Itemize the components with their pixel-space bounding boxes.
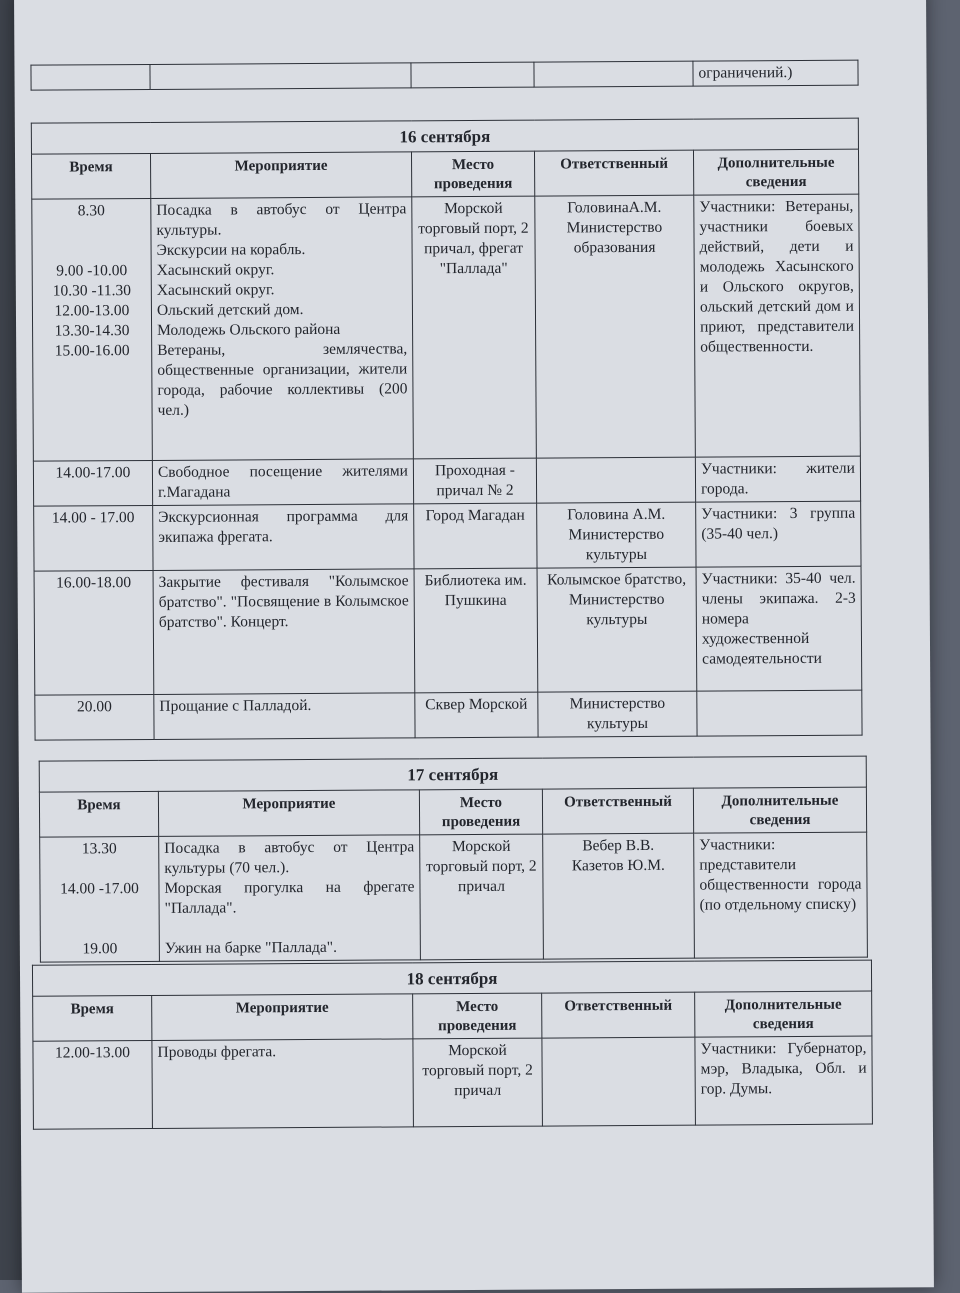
time-value: 14.00 -17.00	[60, 880, 139, 898]
event-cell: Прощание с Палладой.	[154, 693, 415, 740]
header-time: Время	[39, 791, 158, 837]
header-time: Время	[31, 153, 150, 199]
header-row	[33, 991, 872, 1041]
time-cell	[34, 505, 153, 571]
header-info: Дополнительные сведения	[695, 991, 872, 1037]
event-cell: Экскурсионная программа для экипажа фрегата.	[153, 504, 414, 571]
place-cell: Морской торговый порт, 2 причал	[420, 834, 544, 960]
time-value	[45, 859, 153, 880]
table-cell	[31, 64, 150, 90]
schedule-table-day-3	[32, 960, 873, 1130]
event-cell: Свободное посещение жителями г.Магадана	[152, 459, 413, 506]
time-value	[37, 221, 145, 242]
time-value	[46, 919, 154, 940]
info-cell: Участники: представители общественности города (по отдельному списку)	[694, 832, 868, 958]
time-value: 16.00-18.00	[56, 574, 132, 592]
header-responsible: Ответственный	[542, 788, 693, 834]
info-cell: Участники: 35-40 чел. члены экипажа. 2-3 номера художественной самодеятельности	[696, 566, 862, 691]
info-cell: Участники: Губернатор, мэр, Владыка, Обл. и гор. Думы.	[695, 1036, 873, 1125]
schedule-table-day-1	[31, 118, 863, 741]
header-info: Дополнительные сведения	[693, 149, 858, 195]
event-cell: Проводы фрегата.	[152, 1039, 414, 1129]
table-cell	[150, 63, 411, 90]
header-info: Дополнительные сведения	[693, 787, 866, 833]
day-title: 18 сентября	[32, 960, 871, 996]
info-cell: Участники: 3 группа (35-40 чел.)	[696, 501, 861, 567]
place-cell: Библиотека им. Пушкина	[414, 568, 538, 693]
responsible-cell: Головина А.М. Министерство культуры	[537, 502, 696, 568]
place-cell: Морской торговый порт, 2 причал	[413, 1038, 543, 1127]
table-row	[33, 1036, 873, 1129]
previous-table-fragment	[30, 60, 858, 91]
time-value: 14.00 - 17.00	[51, 509, 135, 527]
place-cell: Сквер Морской	[415, 692, 538, 738]
time-value: 14.00-17.00	[55, 464, 131, 482]
day-title: 16 сентября	[31, 118, 858, 154]
responsible-cell: Колымское братство, Министерство культуры	[537, 567, 697, 692]
info-cell: Участники: Ветераны, участники боевых действий, дети и молодежь Хасынского и Ольского округов, ольский детский дом и приют, представители общественности.	[694, 194, 861, 457]
header-place: Место проведения	[411, 151, 534, 197]
time-value: 20.00	[76, 698, 112, 716]
header-place: Место проведения	[413, 993, 542, 1039]
time-value: 15.00-16.00	[54, 342, 130, 360]
info-cell	[697, 690, 862, 736]
header-row	[39, 787, 866, 837]
header-responsible: Ответственный	[542, 992, 695, 1038]
header-event: Мероприятие	[150, 152, 411, 199]
responsible-cell	[542, 1037, 696, 1126]
time-cell	[32, 198, 153, 461]
table-row	[34, 566, 862, 695]
table-cell	[534, 61, 693, 87]
responsible-cell: Вебер В.В. Казетов Ю.М.	[543, 833, 695, 959]
time-value: 13.30-14.30	[54, 322, 130, 340]
time-cell	[35, 694, 154, 740]
time-value: 12.00-13.00	[54, 1044, 130, 1062]
table-cell	[411, 62, 534, 88]
time-value: 13.30	[81, 840, 117, 858]
table-row	[34, 501, 861, 571]
responsible-cell: ГоловинаА.М. Министерство образования	[535, 195, 696, 458]
time-value: 9.00 -10.00	[56, 262, 128, 280]
event-cell: Посадка в автобус от Центра культуры (70 чел.). Морская прогулка на фрегате "Паллада". Ужин на барке "Паллада".	[159, 835, 421, 962]
header-time: Время	[33, 995, 152, 1041]
place-cell: Морской торговый порт, 2 причал, фрегат "Паллада"	[412, 196, 537, 459]
table-row	[31, 60, 858, 90]
time-cell	[40, 836, 160, 962]
time-value: 8.30	[77, 202, 105, 220]
table-row	[40, 832, 868, 962]
table-row	[33, 456, 860, 506]
header-event: Мероприятие	[158, 790, 419, 837]
time-cell	[33, 1040, 153, 1129]
time-value: 12.00-13.00	[54, 302, 130, 320]
time-value: 19.00	[82, 940, 118, 958]
place-cell: Проходная - причал № 2	[413, 458, 536, 504]
time-cell	[33, 460, 152, 506]
document-page	[14, 0, 934, 1293]
event-cell: Закрытие фестиваля "Колымское братство". "Посвящение в Колымское братство". Концерт.	[153, 569, 415, 695]
place-cell: Город Магадан	[414, 503, 537, 569]
schedule-table-day-2	[39, 756, 868, 963]
info-cell: Участники: жители города.	[695, 456, 860, 502]
event-cell: Посадка в автобус от Центра культуры. Экскурсии на корабль. Хасынский округ. Хасынский округ. Ольский детский дом. Молодежь Ольского района Ветераны, землячества, общественные организации, жители города, рабочие коллективы (200 чел.)	[151, 197, 414, 461]
time-value: 10.30 -11.30	[52, 282, 131, 300]
responsible-cell: Министерство культуры	[538, 691, 697, 737]
day-title: 17 сентября	[39, 756, 866, 792]
table-row	[32, 194, 861, 461]
time-value	[46, 899, 154, 920]
table-cell-last: ограничений.)	[693, 60, 858, 86]
header-place: Место проведения	[419, 789, 542, 835]
table-row	[35, 690, 862, 740]
time-cell	[34, 570, 154, 695]
header-row	[31, 149, 858, 199]
responsible-cell	[536, 457, 695, 503]
time-value	[38, 241, 146, 262]
header-event: Мероприятие	[152, 994, 413, 1041]
header-responsible: Ответственный	[534, 150, 693, 196]
